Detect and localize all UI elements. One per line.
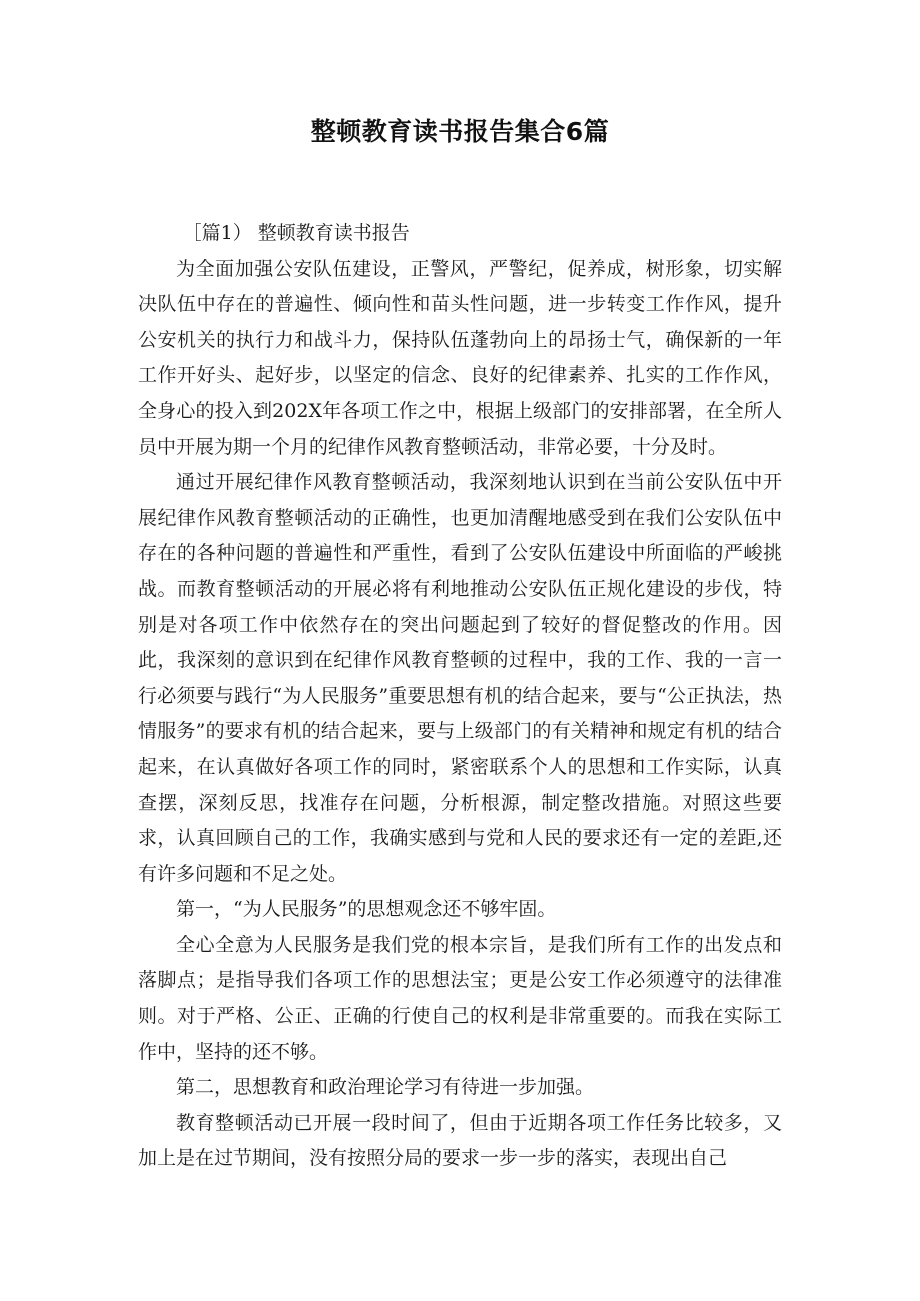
paragraph-intro: 为全面加强公安队伍建设，正警风，严警纪，促养成，树形象，切实解决队伍中存在的普遍性、倾向性和苗头性问题，进一步转变工作作风，提升公安机关的执行力和战斗力，保持队伍蓬勃向上的昂扬士气，确保新的一年工作开好头、起好步，以坚定的信念、良好的纪律素养、扎实的工作作风，全身心的投入到202X年各项工作之中，根据上级部门的安排部署，在全所人员中开展为期一个月的纪律作风教育整顿活动，非常必要，十分及时。 xyxy=(138,257,782,458)
paragraph-reflection: 通过开展纪律作风教育整顿活动，我深刻地认识到在当前公安队伍中开展纪律作风教育整顿活动的正确性，也更加清醒地感受到在我们公安队伍中存在的各种问题的普遍性和严重性，看到了公安队伍建设中所面临的严峻挑战。而教育整顿活动的开展必将有利地推动公安队伍正规化建设的步伐，特别是对各项工作中依然存在的突出问题起到了较好的督促整改的作用。因此，我深刻的意识到在纪律作风教育整顿的过程中，我的工作、我的一言一行必须要与践行“为人民服务”重要思想有机的结合起来，要与“公正执法，热情服务”的要求有机的结合起来，要与上级部门的有关精神和规定有机的结合起来，在认真做好各项工作的同时，紧密联系个人的思想和工作实际，认真查摆，深刻反思，找准存在问题，分析根源，制定整改措施。对照这些要求，认真回顾自己的工作，我确实感到与党和人民的要求还有一定的差距,还有许多问题和不足之处。 xyxy=(138,471,782,885)
document-title: 整顿教育读书报告集合6篇 xyxy=(310,117,610,146)
point-one-heading: 第一，“为人民服务”的思想观念还不够牢固。 xyxy=(176,898,557,921)
point-two-body: 教育整顿活动已开展一段时间了，但由于近期各项工作任务比较多，又加上是在过节期间，没有按照分局的要求一步一步的落实，表现出自己 xyxy=(138,1111,782,1170)
section-heading: ［篇1） 整顿教育读书报告 xyxy=(182,222,410,244)
point-two-heading: 第二，思想教育和政治理论学习有待进一步加强。 xyxy=(176,1076,595,1099)
document-body xyxy=(138,216,782,1177)
point-one-body: 全心全意为人民服务是我们党的根本宗旨，是我们所有工作的出发点和落脚点；是指导我们各项工作的思想法宝；更是公安工作必须遵守的法律准则。对于严格、公正、正确的行使自己的权利是非常重要的。而我在实际工作中，坚持的还不够。 xyxy=(138,933,782,1063)
